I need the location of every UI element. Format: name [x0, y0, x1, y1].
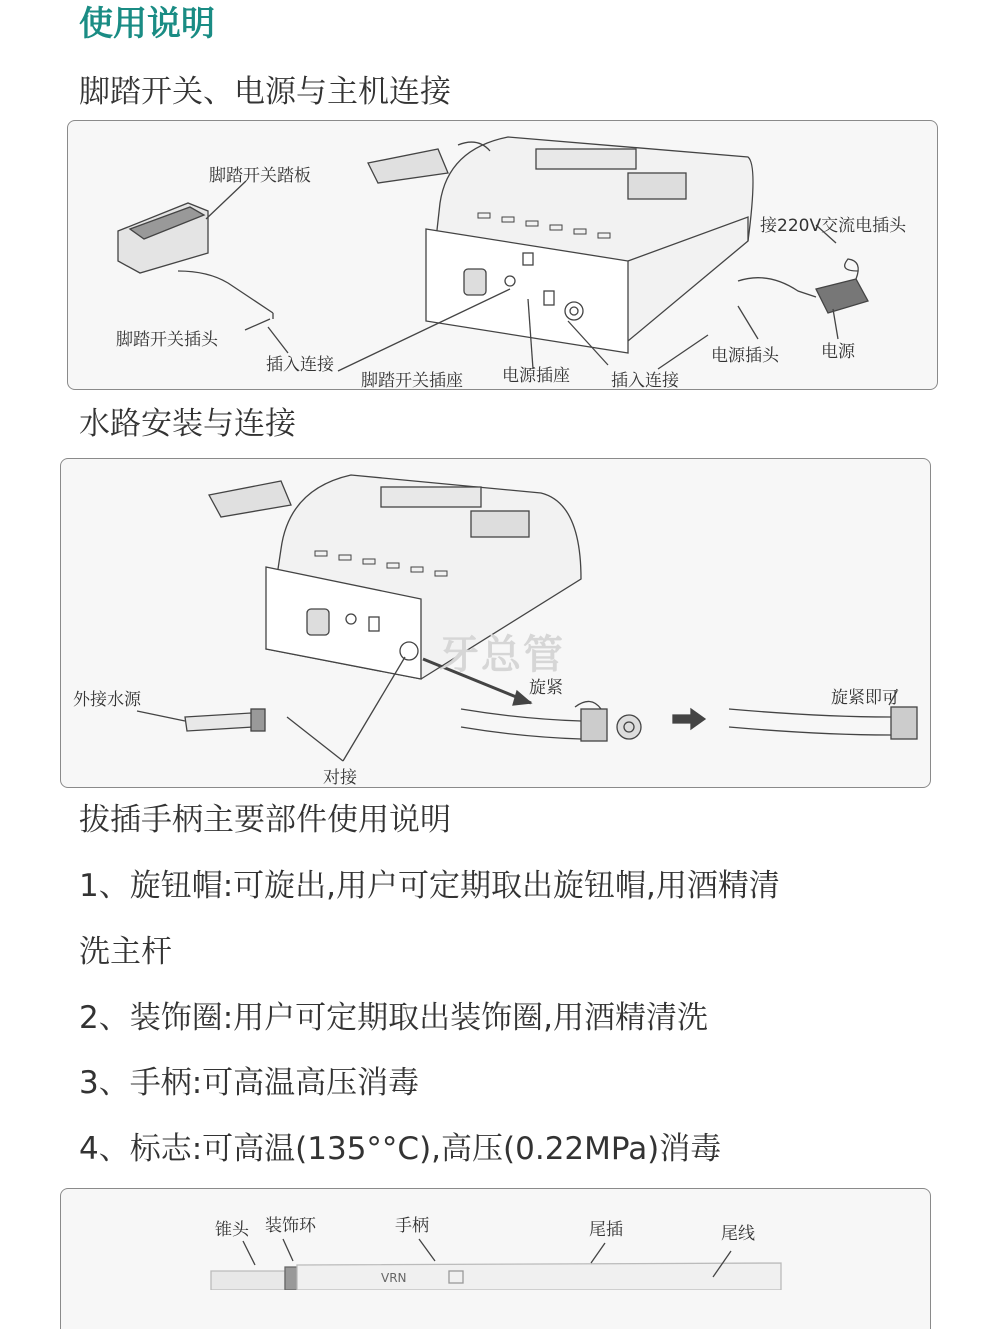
section-heading-water: 水路安装与连接	[79, 406, 296, 442]
label-tighten: 旋紧	[529, 678, 563, 698]
section-heading-pedal-power: 脚踏开关、电源与主机连接	[79, 74, 451, 110]
label-plug-in-1: 插入连接	[266, 355, 334, 375]
label-tail-plug: 尾插	[589, 1220, 623, 1240]
label-pedal: 脚踏开关踏板	[209, 166, 311, 186]
handle-illustration	[61, 1189, 930, 1290]
watermark: 牙总管	[439, 632, 565, 678]
label-tail-wire: 尾线	[721, 1224, 755, 1244]
section-heading-handle: 拔插手柄主要部件使用说明	[79, 802, 451, 838]
instruction-1-line1: 1、旋钮帽:可旋出,用户可定期取出旋钮帽,用酒精清	[79, 868, 780, 904]
pedal-power-diagram	[67, 120, 938, 390]
label-cone: 锥头	[215, 1220, 249, 1240]
label-pedal-socket: 脚踏开关插座	[361, 371, 463, 390]
label-tighten-done: 旋紧即可	[831, 688, 899, 708]
instruction-4: 4、标志:可高温(135°°C),高压(0.22MPa)消毒	[79, 1131, 722, 1167]
instruction-2: 2、装饰圈:用户可定期取出装饰圈,用酒精清洗	[79, 1000, 709, 1036]
label-power-supply: 电源	[821, 342, 855, 362]
page-title: 使用说明	[79, 4, 215, 44]
label-pedal-plug: 脚踏开关插头	[116, 330, 218, 350]
label-plug-in-2: 插入连接	[611, 371, 679, 390]
water-diagram	[60, 458, 931, 788]
label-external-water: 外接水源	[73, 690, 141, 710]
label-power-ac: 接220V交流电插头	[760, 216, 907, 236]
label-power-plug: 电源插头	[711, 346, 779, 366]
handle-mark: VRN	[381, 1271, 407, 1285]
instruction-3: 3、手柄:可高温高压消毒	[79, 1065, 420, 1101]
label-handle: 手柄	[395, 1216, 429, 1236]
label-deco-ring: 装饰环	[265, 1216, 316, 1236]
instruction-1-line2: 洗主杆	[79, 934, 172, 970]
label-dock: 对接	[323, 768, 357, 788]
label-power-socket: 电源插座	[502, 366, 570, 386]
handle-parts-diagram	[60, 1188, 931, 1329]
